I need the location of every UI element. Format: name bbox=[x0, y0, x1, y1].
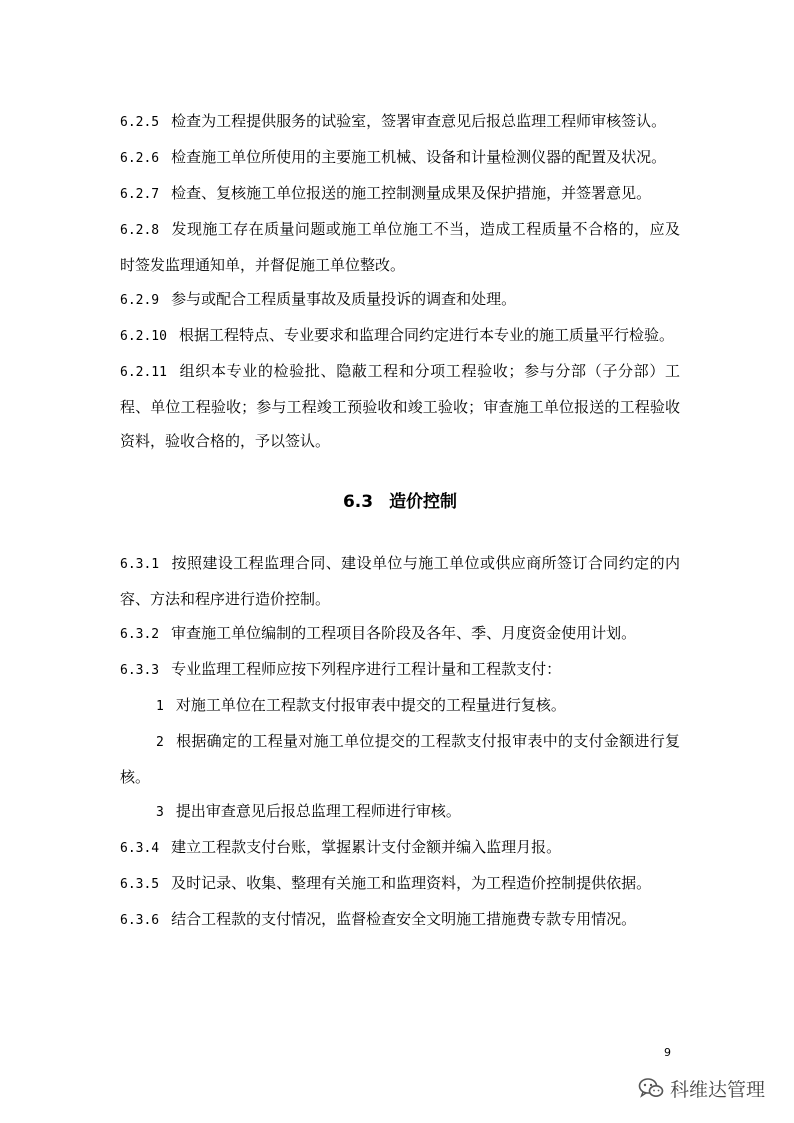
clause-6-3-5 bbox=[120, 866, 680, 902]
section-title: 造价控制 bbox=[389, 492, 458, 512]
clause-6-2-8 bbox=[120, 212, 680, 282]
clause-text: 检查为工程提供服务的试验室，签署审查意见后报总监理工程师审核签认。 bbox=[171, 112, 667, 130]
clause-text: 及时记录、收集、整理有关施工和监理资料，为工程造价控制提供依据。 bbox=[171, 874, 652, 892]
clause-number: 6.3.6 bbox=[120, 913, 160, 928]
clause-6-3-3 bbox=[120, 652, 680, 688]
subitem-number: 1 bbox=[156, 699, 164, 714]
clause-number: 6.2.10 bbox=[120, 329, 167, 344]
clause-text: 审查施工单位编制的工程项目各阶段及各年、季、月度资金使用计划。 bbox=[171, 624, 637, 642]
section-number: 6.3 bbox=[342, 492, 374, 512]
clause-6-2-11 bbox=[120, 354, 680, 458]
clause-number: 6.3.2 bbox=[120, 627, 160, 642]
document-body bbox=[120, 104, 680, 938]
clause-text: 专业监理工程师应按下列程序进行工程计量和工程款支付： bbox=[171, 660, 562, 678]
clause-text: 组织本专业的检验批、隐蔽工程和分项工程验收；参与分部（子分部）工程、单位工程验收；参与工程竣工预验收和竣工验收；审查施工单位报送的工程验收资料，验收合格的，予以签认。 bbox=[120, 362, 680, 450]
clause-6-3-6 bbox=[120, 902, 680, 938]
clause-text: 结合工程款的支付情况，监督检查安全文明施工措施费专款专用情况。 bbox=[171, 910, 637, 928]
clause-number: 6.3.1 bbox=[120, 557, 160, 572]
page-number: 9 bbox=[664, 1046, 671, 1059]
subitem-text: 根据确定的工程量对施工单位提交的工程款支付报审表中的支付金额进行复核。 bbox=[120, 732, 680, 786]
subitem-2 bbox=[120, 724, 680, 794]
clause-text: 按照建设工程监理合同、建设单位与施工单位或供应商所签订合同约定的内容、方法和程序进行造价控制。 bbox=[120, 554, 680, 608]
clause-text: 参与或配合工程质量事故及质量投诉的调查和处理。 bbox=[171, 290, 517, 308]
clause-6-3-2 bbox=[120, 616, 680, 652]
watermark-text: 科维达管理 bbox=[670, 1078, 766, 1101]
clause-number: 6.3.4 bbox=[120, 841, 160, 856]
subitem-3 bbox=[120, 794, 680, 830]
section-heading bbox=[120, 482, 680, 522]
clause-number: 6.2.6 bbox=[120, 151, 160, 166]
clause-6-2-9 bbox=[120, 282, 680, 318]
clause-text: 根据工程特点、专业要求和监理合同约定进行本专业的施工质量平行检验。 bbox=[178, 326, 674, 344]
clause-number: 6.2.9 bbox=[120, 293, 160, 308]
clause-number: 6.3.3 bbox=[120, 663, 160, 678]
clause-number: 6.2.5 bbox=[120, 115, 160, 130]
clause-text: 检查、复核施工单位报送的施工控制测量成果及保护措施，并签署意见。 bbox=[171, 184, 652, 202]
clause-6-2-7 bbox=[120, 176, 680, 212]
wechat-icon bbox=[638, 1077, 664, 1099]
clause-number: 6.2.7 bbox=[120, 187, 160, 202]
clause-6-2-5 bbox=[120, 104, 680, 140]
clause-number: 6.2.11 bbox=[120, 365, 167, 380]
clause-6-2-10 bbox=[120, 318, 680, 354]
clause-number: 6.2.8 bbox=[120, 223, 160, 238]
clause-6-3-1 bbox=[120, 546, 680, 616]
subitem-text: 提出审查意见后报总监理工程师进行审核。 bbox=[175, 802, 461, 820]
clause-number: 6.3.5 bbox=[120, 877, 160, 892]
clause-6-3-4 bbox=[120, 830, 680, 866]
subitem-1 bbox=[120, 688, 680, 724]
subitem-number: 2 bbox=[156, 735, 164, 750]
watermark bbox=[638, 1073, 765, 1103]
subitem-text: 对施工单位在工程款支付报审表中提交的工程量进行复核。 bbox=[175, 696, 566, 714]
subitem-number: 3 bbox=[156, 805, 164, 820]
clause-text: 检查施工单位所使用的主要施工机械、设备和计量检测仪器的配置及状况。 bbox=[171, 148, 667, 166]
clause-text: 发现施工存在质量问题或施工单位施工不当，造成工程质量不合格的，应及时签发监理通知单，并督促施工单位整改。 bbox=[120, 220, 680, 274]
clause-6-2-6 bbox=[120, 140, 680, 176]
clause-text: 建立工程款支付台账，掌握累计支付金额并编入监理月报。 bbox=[171, 838, 562, 856]
